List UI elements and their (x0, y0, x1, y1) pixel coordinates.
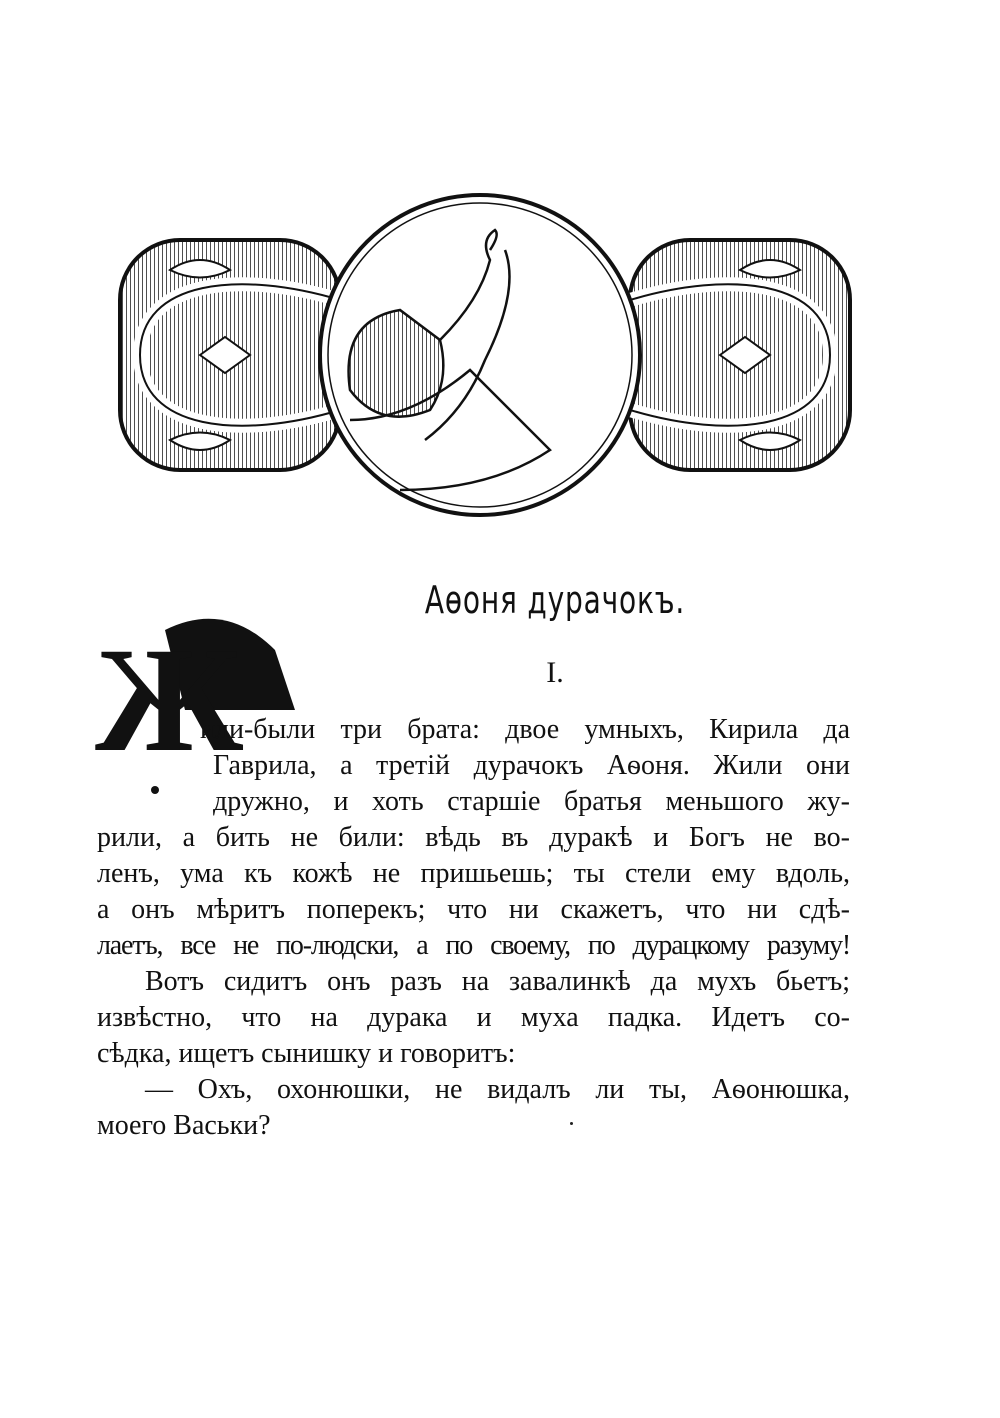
text-line: дружно, и хоть старшіе братья меньшого жу- (213, 786, 850, 817)
text-line: рили, а бить не били: вѣдь въ дуракѣ и Богъ не во- (97, 822, 850, 853)
ink-speck (570, 1122, 573, 1125)
chapter-number: I. (546, 656, 564, 689)
text-line: Вотъ сидитъ онъ разъ на завалинкѣ да мухъ бьетъ; (145, 966, 850, 997)
text-line: Гаврила, а третій дурачокъ Аѳоня. Жили они (213, 750, 850, 781)
text-line: извѣстно, что на дурака и муха падка. Идетъ со- (97, 1002, 850, 1033)
text-line: сѣдка, ищетъ сынишку и говоритъ: (97, 1038, 516, 1069)
text-line: или-были три брата: двое умныхъ, Кирила да (200, 714, 850, 745)
story-title: Аѳоня дурачокъ. (424, 578, 686, 622)
drop-cap-letter: Ж (95, 617, 244, 783)
text-line: лаетъ, все не по-людски, а по своему, по дурацкому разуму! (97, 930, 850, 961)
text-line: ленъ, ума къ кожѣ не пришьешь; ты стели ему вдоль, (97, 858, 850, 889)
text-line: — Охъ, охонюшки, не видалъ ли ты, Аѳонюшка, (145, 1074, 850, 1105)
headpiece-illustration (110, 190, 860, 520)
text-line: моего Васьки? (97, 1110, 271, 1141)
text-line: а онъ мѣритъ поперекъ; что ни скажетъ, что ни сдѣ- (97, 894, 850, 925)
